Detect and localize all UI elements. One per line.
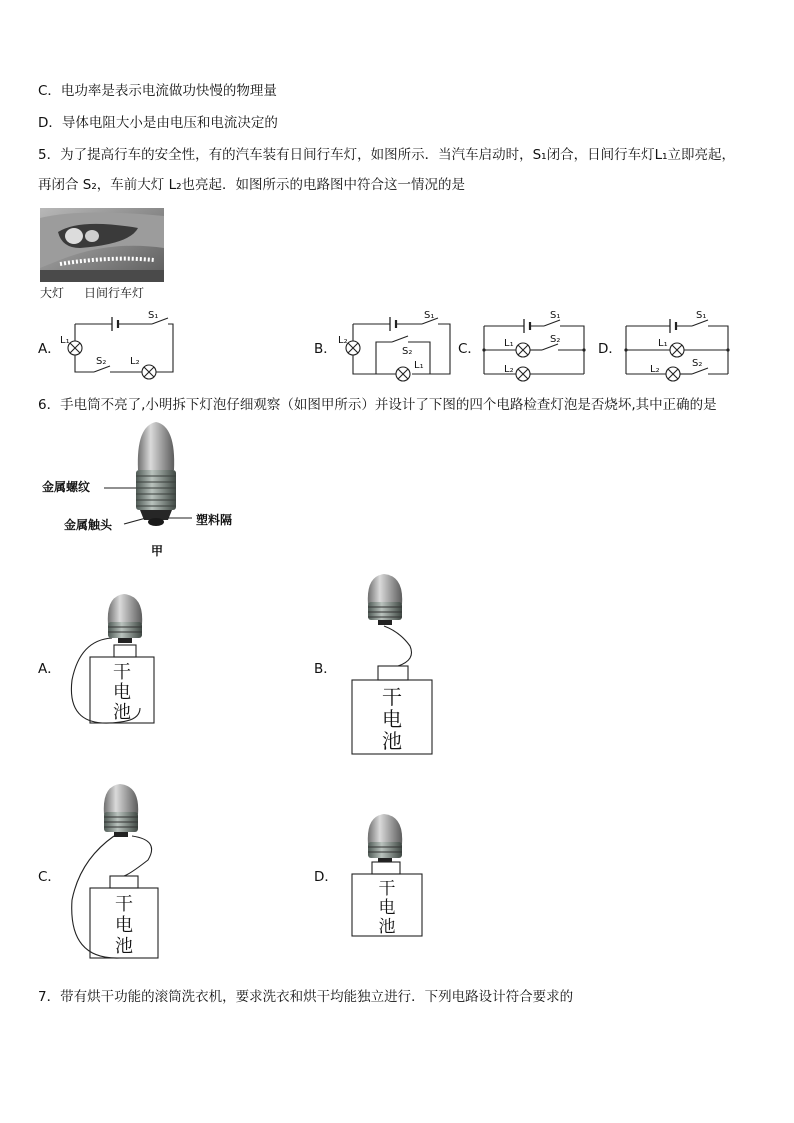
q5-option-d-label: D． xyxy=(598,341,622,357)
q6-option-a-diagram xyxy=(60,590,170,740)
q6a-battery-char-1: 干 xyxy=(113,662,131,683)
q5-option-c-label: C． xyxy=(458,341,481,357)
question-5-line-2: 再闭合 S₂，车前大灯 L₂也亮起．如图所示的电路图中符合这一情况的是 xyxy=(38,177,465,193)
q5-option-b-label: B． xyxy=(314,341,337,357)
q6c-battery-char-3: 池 xyxy=(115,936,133,957)
q6c-battery-char-2: 电 xyxy=(115,915,133,936)
circuit-a-l2-label: L₂ xyxy=(130,356,140,367)
q5-option-a-label: A． xyxy=(38,341,61,357)
circuit-b-s2-label: S₂ xyxy=(402,346,413,357)
q6d-battery-char-3: 池 xyxy=(378,917,396,937)
q6-option-c-diagram xyxy=(60,780,180,970)
question-5-line-1: 5．为了提高行车的安全性，有的汽车装有日间行车灯，如图所示．当汽车启动时，S₁闭合，日间行车灯L₁立即亮起， xyxy=(38,147,736,163)
q6b-battery-char-3: 池 xyxy=(382,729,402,753)
circuit-d-l1-label: L₁ xyxy=(658,338,668,349)
q6-option-b-label: B． xyxy=(314,661,337,677)
q6a-battery-char-3: 池 xyxy=(113,702,131,723)
q6c-battery-char-1: 干 xyxy=(115,894,133,915)
metal-contact-label: 金属触头 xyxy=(64,518,113,532)
q6-option-b-diagram xyxy=(340,570,450,760)
circuit-c-s1-label: S₁ xyxy=(550,310,561,321)
option-d-text: D．导体电阻大小是由电压和电流决定的 xyxy=(38,115,278,131)
circuit-c-s2-label: S₂ xyxy=(550,334,561,345)
circuit-b-s1-label: S₁ xyxy=(424,310,435,321)
q6d-battery-char-1: 干 xyxy=(378,879,396,899)
headlight-label: 大灯 xyxy=(40,286,65,300)
q6d-battery-char-2: 电 xyxy=(378,898,396,918)
q6b-battery-char-2: 电 xyxy=(382,707,402,731)
question-6-text: 6．手电筒不亮了,小明拆下灯泡仔细观察（如图甲所示）并设计了下图的四个电路检查灯泡是否烧坏,其中正确的是 xyxy=(38,397,717,413)
circuit-d-l2-label: L₂ xyxy=(650,364,660,375)
figure-caption: 甲 xyxy=(151,544,164,558)
q6-option-a-label: A． xyxy=(38,661,61,677)
circuit-d-s2-label: S₂ xyxy=(692,358,703,369)
circuit-b-l2-label: L₂ xyxy=(338,335,348,346)
q6-option-d-label: D． xyxy=(314,869,338,885)
circuit-c-l1-label: L₁ xyxy=(504,338,514,349)
q6-option-d-diagram xyxy=(344,812,434,942)
circuit-b-l1-label: L₁ xyxy=(414,360,424,371)
q6b-battery-char-1: 干 xyxy=(382,685,402,709)
circuit-d-s1-label: S₁ xyxy=(696,310,707,321)
plastic-insulator-label: 塑料隔 xyxy=(196,513,233,527)
circuit-a-l1-label: L₁ xyxy=(60,335,70,346)
q6a-battery-char-2: 电 xyxy=(113,682,131,703)
question-7-text: 7．带有烘干功能的滚筒洗衣机，要求洗衣和烘干均能独立进行．下列电路设计符合要求的 xyxy=(38,989,574,1005)
circuit-c-l2-label: L₂ xyxy=(504,364,514,375)
circuit-a-s2-label: S₂ xyxy=(96,356,107,367)
option-c-text: C．电功率是表示电流做功快慢的物理量 xyxy=(38,83,277,99)
drl-label: 日间行车灯 xyxy=(84,286,145,300)
circuit-a-s1-label: S₁ xyxy=(148,310,159,321)
q6-option-c-label: C． xyxy=(38,869,61,885)
metal-thread-label: 金属螺纹 xyxy=(42,480,91,494)
